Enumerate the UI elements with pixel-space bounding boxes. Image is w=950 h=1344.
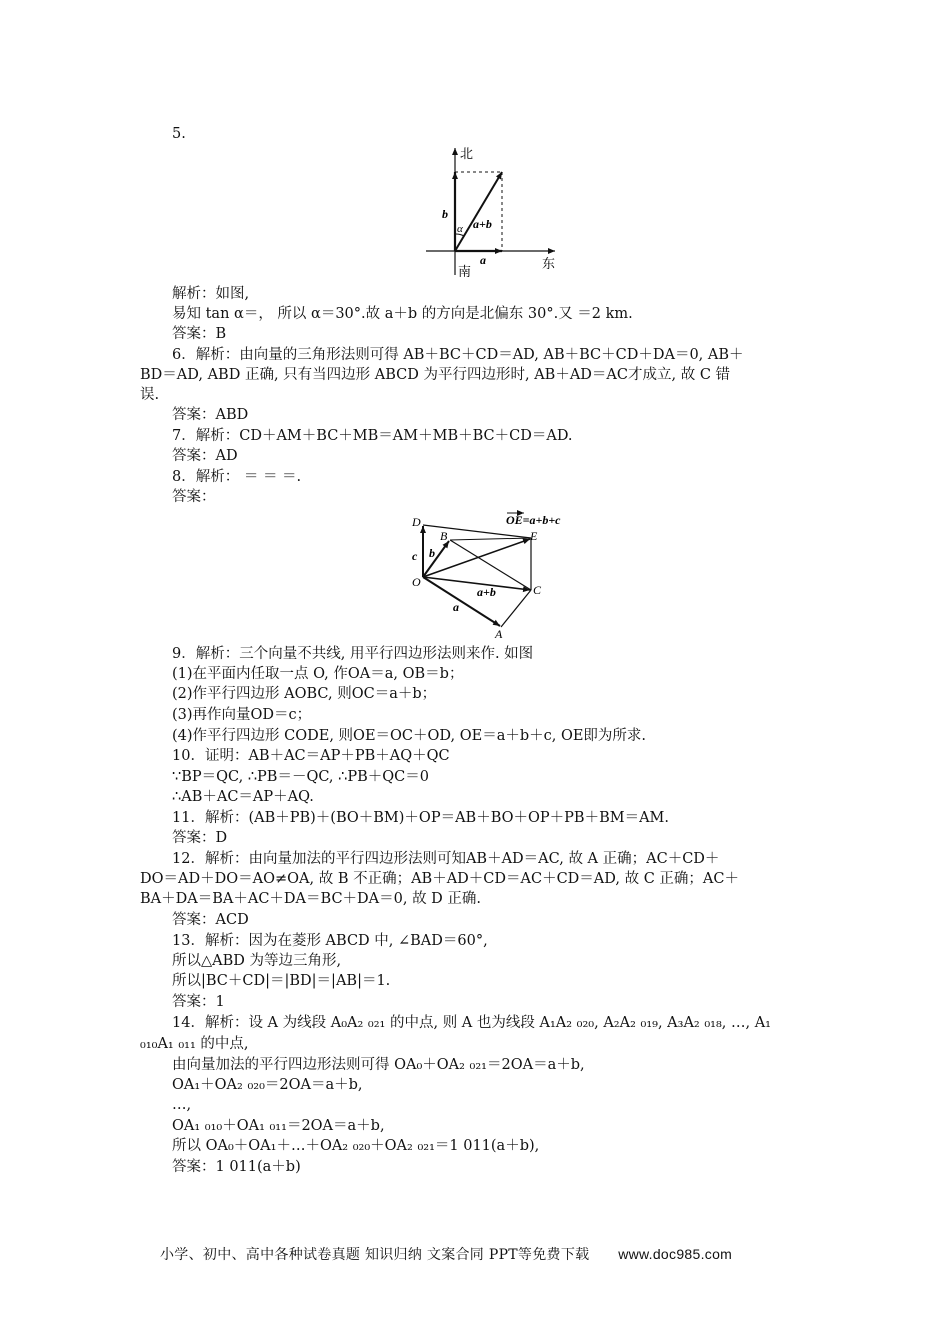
q5-analysis-2: 易知 tan α＝， 所以 α＝30°.故 a＋b 的方向是北偏东 30°.又 ＝2 km. xyxy=(172,306,633,322)
label-a: a xyxy=(480,253,486,267)
label-a-plus-b: a+b xyxy=(477,585,496,599)
q13-line-2: 所以△ABD 为等边三角形, xyxy=(172,953,342,969)
label-O: O xyxy=(412,575,421,589)
q9-line-4: (3)再作向量OD＝c； xyxy=(172,707,312,723)
label-east: 东 xyxy=(542,256,556,271)
q7-line-1: 7．解析：CD＋AM＋BC＋MB＝AM＋MB＋BC＋CD＝AD. xyxy=(172,428,573,444)
q14-line-7: 所以 OA₀＋OA₁＋…＋OA₂ ₀₂₀＋OA₂ ₀₂₁＝1 011(a＋b), xyxy=(172,1138,540,1154)
q12-line-3: BA＋DA＝BA＋AC＋DA＝BC＋DA＝0, 故 D 正确. xyxy=(140,891,482,907)
q13-answer: 答案：1 xyxy=(172,994,225,1010)
vector-a-plus-b xyxy=(455,172,502,251)
q5-answer: 答案：B xyxy=(172,326,227,342)
q6-line-3: 误. xyxy=(140,387,160,403)
label-E: E xyxy=(530,529,538,543)
q5-number: 5. xyxy=(172,126,186,142)
label-a: a xyxy=(453,600,459,614)
q14-line-4: OA₁＋OA₂ ₀₂₀＝2OA＝a＋b, xyxy=(172,1077,363,1093)
q5-vector-figure xyxy=(420,140,560,280)
footer-link[interactable]: www.doc985.com xyxy=(618,1246,733,1262)
label-OE: OE=a+b+c xyxy=(506,513,561,527)
footer-text: 小学、初中、高中各种试卷真题 知识归纳 文案合同 PPT等免费下载 xyxy=(160,1247,590,1263)
q14-line-6: OA₁ ₀₁₀＋OA₁ ₀₁₁＝2OA＝a＋b, xyxy=(172,1118,385,1134)
q9-line-3: (2)作平行四边形 AOBC, 则OC＝a＋b； xyxy=(172,686,437,702)
q12-line-1: 12．解析：由向量加法的平行四边形法则可知AB＋AD＝AC, 故 A 正确；AC＋CD＋ xyxy=(172,851,720,867)
vector-OE xyxy=(423,539,530,577)
q8-vector-figure xyxy=(406,510,586,640)
q12-line-2: DO＝AD＋DO＝AO≠OA, 故 B 不正确；AB＋AD＋CD＝AC＋CD＝AD, 故 C 正确；AC＋ xyxy=(140,871,739,887)
q10-line-3: ∴AB＋AC＝AP＋AQ. xyxy=(172,789,314,805)
label-b: b xyxy=(429,546,435,560)
label-C: C xyxy=(533,583,542,597)
q14-answer: 答案：1 011(a＋b) xyxy=(172,1159,301,1175)
q9-line-2: (1)在平面内任取一点 O, 作OA＝a, OB＝b； xyxy=(172,666,464,682)
q14-line-3: 由向量加法的平行四边形法则可得 OA₀＋OA₂ ₀₂₁＝2OA＝a＋b, xyxy=(172,1057,585,1073)
label-south: 南 xyxy=(458,264,472,279)
q12-answer: 答案：ACD xyxy=(172,912,249,928)
q6-answer: 答案：ABD xyxy=(172,407,249,423)
label-b: b xyxy=(442,207,448,221)
q13-line-1: 13．解析：因为在菱形 ABCD 中, ∠BAD＝60°, xyxy=(172,933,488,949)
label-D: D xyxy=(412,515,421,529)
q9-line-1: 9．解析：三个向量不共线, 用平行四边形法则来作. 如图 xyxy=(172,646,534,662)
q9-line-5: (4)作平行四边形 CODE, 则OE＝OC＋OD, OE＝a＋b＋c, OE即为所求. xyxy=(172,728,647,744)
q14-line-5: …, xyxy=(172,1097,192,1113)
q14-line-2: ₀₁₀A₁ ₀₁₁ 的中点, xyxy=(140,1036,249,1052)
q11-line-1: 11．解析：(AB＋PB)＋(BO＋BM)＋OP＝AB＋BO＋OP＋PB＋BM＝AM. xyxy=(172,810,669,826)
q5-analysis-1: 解析：如图, xyxy=(172,286,250,302)
q13-line-3: 所以|BC＋CD|＝|BD|＝|AB|＝1. xyxy=(172,973,391,989)
label-c: c xyxy=(412,549,418,563)
label-A: A xyxy=(495,627,503,640)
label-B: B xyxy=(440,529,448,543)
label-alpha: α xyxy=(457,223,463,235)
q8-line-1: 8．解析： ＝ ＝ ＝. xyxy=(172,469,302,485)
q8-answer: 答案： xyxy=(172,489,216,505)
q6-line-2: BD＝AD, ABD 正确, 只有当四边形 ABCD 为平行四边形时, AB＋AD＝AC才成立, 故 C 错 xyxy=(140,367,731,383)
q6-line-1: 6．解析：由向量的三角形法则可得 AB＋BC＋CD＝AD, AB＋BC＋CD＋DA＝0, AB＋ xyxy=(172,347,744,363)
q10-line-1: 10．证明：AB＋AC＝AP＋PB＋AQ＋QC xyxy=(172,748,450,764)
label-north: 北 xyxy=(460,146,474,161)
page-footer xyxy=(160,1244,742,1264)
q11-answer: 答案：D xyxy=(172,830,228,846)
edge-AC xyxy=(501,590,531,627)
q14-line-1: 14．解析：设 A 为线段 A₀A₂ ₀₂₁ 的中点, 则 A 也为线段 A₁A₂ ₀₂₀, A₂A₂ ₀₁₉, A₃A₂ ₀₁₈, …, A₁ xyxy=(172,1015,771,1031)
edge-BE xyxy=(450,538,531,540)
label-a-plus-b: a+b xyxy=(473,217,492,231)
q10-line-2: ∵BP＝QC, ∴PB＝－QC, ∴PB＋QC＝0 xyxy=(172,769,429,785)
q7-answer: 答案：AD xyxy=(172,448,238,464)
